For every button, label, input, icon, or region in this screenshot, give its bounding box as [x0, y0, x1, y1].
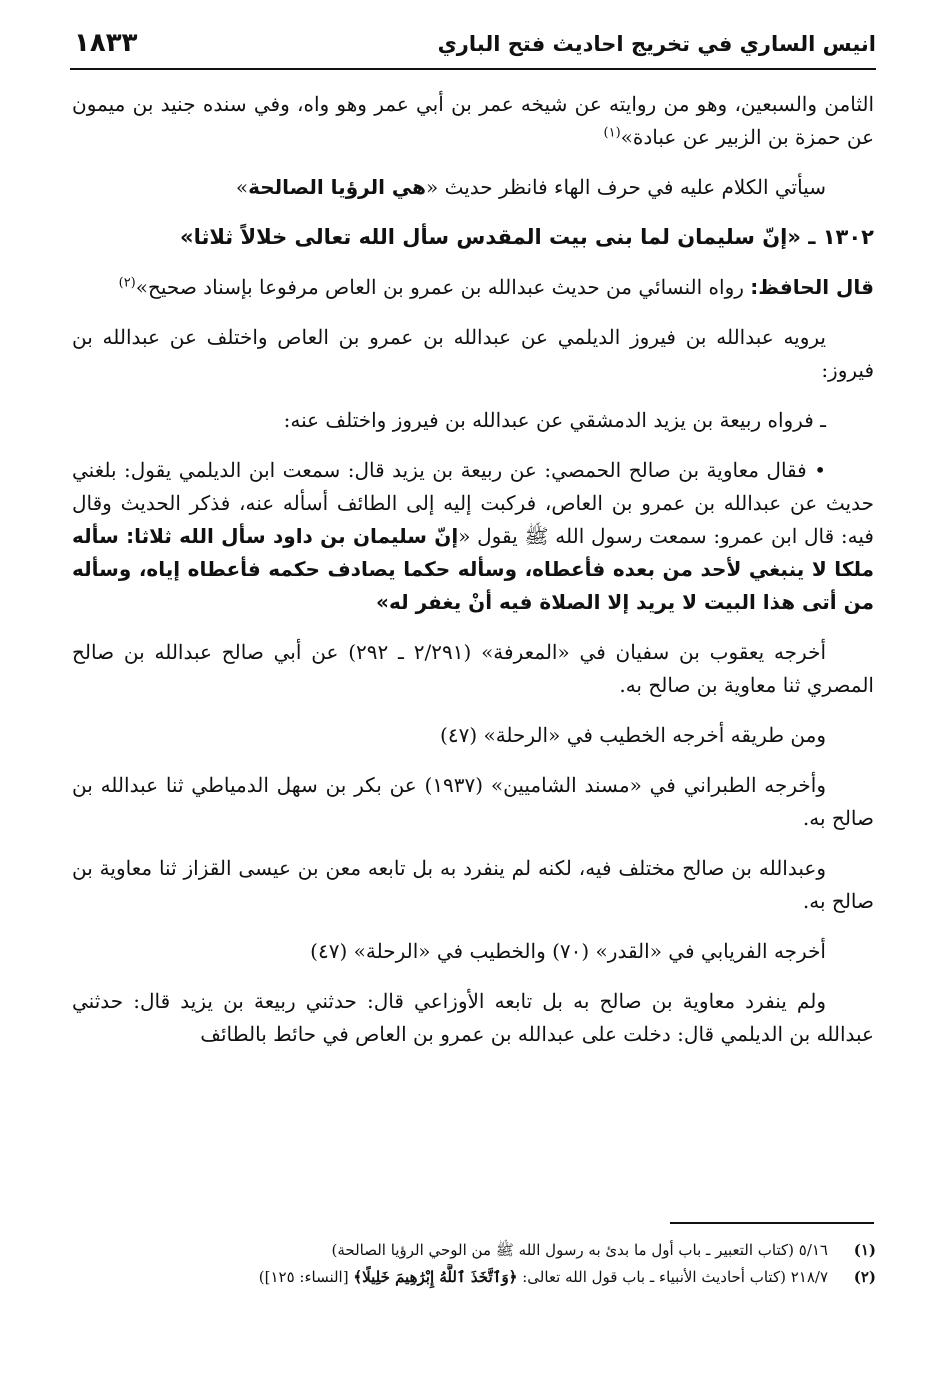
paragraph — [72, 271, 874, 304]
book-title: انيس الساري في تخريج احاديث فتح الباري — [437, 32, 876, 56]
footnote-text: [النساء: ١٢٥]) — [258, 1268, 354, 1286]
footnote — [70, 1264, 876, 1291]
footnote-ref: (١) — [603, 125, 621, 141]
hadith-title-ref: هي الرؤيا الصالحة — [248, 175, 426, 199]
paragraph: وعبدالله بن صالح مختلف فيه، لكنه لم ينفرد به بل تابعه معن بن عيسى القزاز ثنا معاوية بن صالح به. — [72, 856, 874, 913]
footnote-number: (٢) — [853, 1268, 876, 1286]
footnote-separator — [670, 1222, 874, 1224]
paragraph-text: رواه النسائي من حديث عبدالله بن عمرو بن العاص مرفوعا بإسناد صحيح» — [135, 275, 751, 299]
footnote-text: ٢١٨/٧ (كتاب أحاديث الأنبياء ـ باب قول الله تعالى: — [517, 1268, 828, 1286]
paragraph-text: سيأتي الكلام عليه في حرف الهاء فانظر حديث « — [426, 175, 826, 199]
paragraph: وأخرجه الطبراني في «مسند الشاميين» (١٩٣٧) عن بكر بن سهل الدمياطي ثنا عبدالله بن صالح به. — [72, 773, 874, 830]
hadith-heading: ١٣٠٢ ـ «إنّ سليمان لما بنى بيت المقدس سأل الله تعالى خلالاً ثلاثا» — [180, 225, 874, 249]
footnotes — [70, 1237, 876, 1291]
paragraph-text: » — [235, 175, 249, 199]
paragraph — [72, 88, 874, 154]
page-number: ١٨٣٣ — [74, 28, 138, 58]
footnote-number: (١) — [853, 1241, 876, 1259]
footnote — [70, 1237, 876, 1264]
paragraph — [72, 171, 874, 204]
paragraph: ولم ينفرد معاوية بن صالح به بل تابعه الأوزاعي قال: حدثني ربيعة بن يزيد قال: حدثني عبدالله بن الديلمي قال: دخلت على عبدالله بن عمرو بن العاص في حائط بالطائف — [72, 989, 874, 1046]
paragraph: يرويه عبدالله بن فيروز الديلمي عن عبدالله بن عمرو بن العاص واختلف عن عبدالله بن فيروز: — [72, 325, 874, 382]
paragraph-text: الثامن والسبعين، وهو من روايته عن شيخه عمر بن أبي عمر وهو واه، وفي سنده جنيد بن ميمون عن حمزة بن الزبير عن عبادة» — [72, 92, 875, 149]
paragraph: أخرجه يعقوب بن سفيان في «المعرفة» (٢/٢٩١ ـ ٢٩٢) عن أبي صالح عبدالله بن صالح المصري ثنا معاوية بن صالح به. — [72, 640, 874, 697]
footnote-text: ٥/١٦ (كتاب التعبير ـ باب أول ما بدئ به رسول الله ﷺ من الوحي الرؤيا الصالحة) — [331, 1241, 828, 1259]
paragraph: أخرجه الفريابي في «القدر» (٧٠) والخطيب في «الرحلة» (٤٧) — [310, 939, 826, 963]
main-text — [72, 88, 874, 1068]
paragraph-text: » — [376, 590, 389, 614]
hadith-text: إنّ سليمان بن داود سأل الله ثلاثا: سأله ملكا لا ينبغي لأحد من بعده فأعطاه، وسأله حكما يصادف حكمه فأعطاه إياه، وسأله من أتى هذا البيت لا يريد إلا الصلاة فيه أنْ يغفر له — [72, 524, 874, 614]
paragraph: ومن طريقه أخرجه الخطيب في «الرحلة» (٤٧) — [440, 723, 826, 747]
paragraph — [72, 454, 874, 619]
footnote-ref: (٢) — [118, 275, 136, 291]
paragraph: ـ فرواه ربيعة بن يزيد الدمشقي عن عبدالله بن فيروز واختلف عنه: — [283, 408, 826, 432]
hafiz-label: قال الحافظ: — [750, 275, 874, 299]
paragraph-text: • فقال معاوية بن صالح الحمصي: عن ربيعة بن يزيد قال: سمعت ابن الديلمي يقول: بلغني حديث عن عبدالله بن عمرو بن العاص، فركبت إليه إلى الطائف أسأله عنه، فذكر الحديث وقال فيه: قال ابن عمرو: سمعت رسول الله ﷺ يقول « — [72, 458, 874, 548]
running-header — [70, 24, 876, 70]
quran-verse: ﴿وَٱتَّخَذَ ٱللَّهُ إِبْرَٰهِيمَ خَلِيلًا﴾ — [353, 1268, 518, 1286]
